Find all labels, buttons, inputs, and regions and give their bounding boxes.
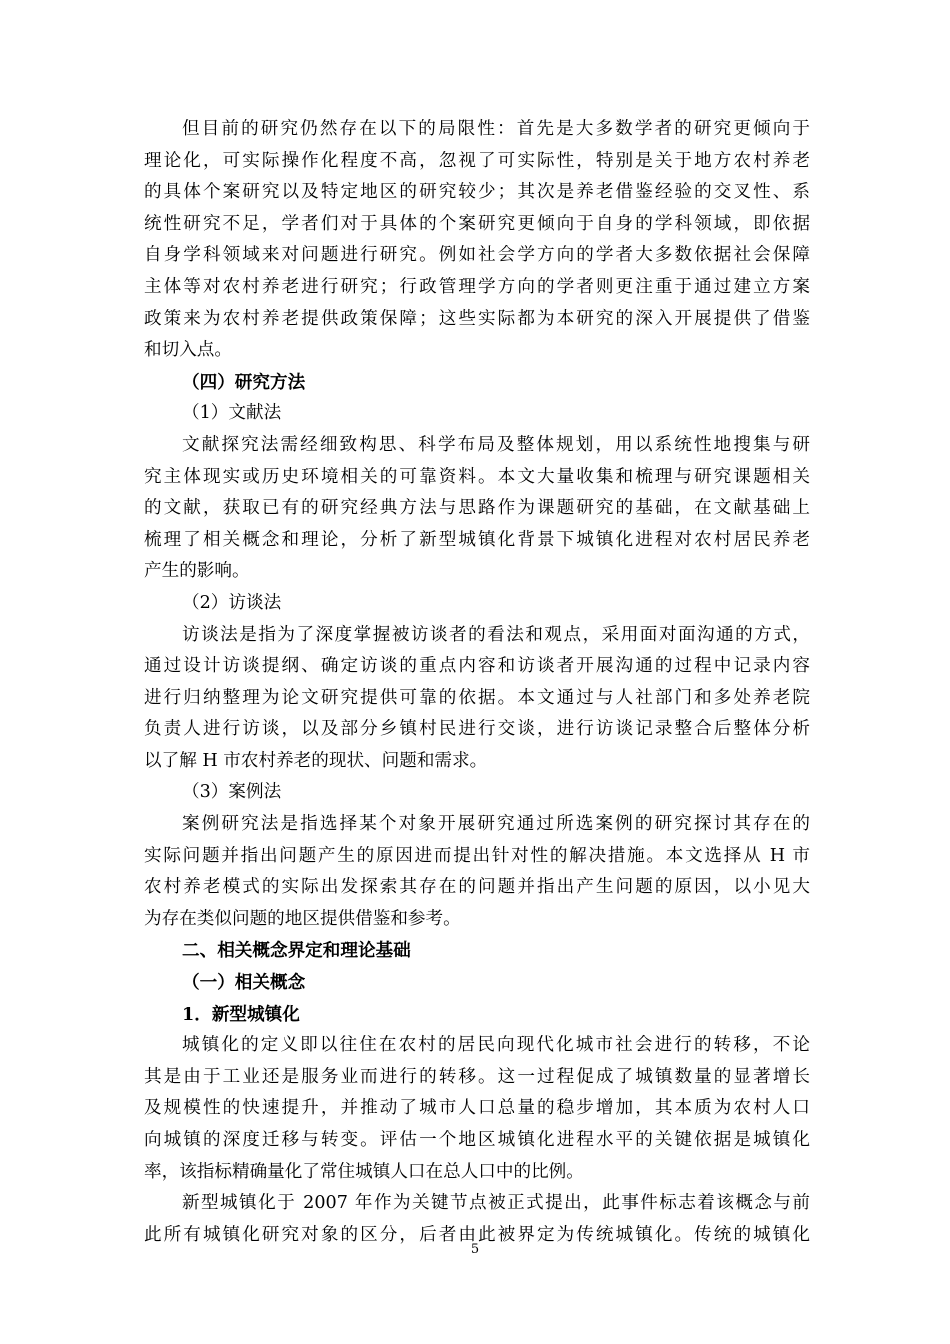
text-line: 政策来为农村养老提供政策保障；这些实际都为本研究的深入开展提供了借鉴 [144,308,810,329]
text-line: 进行归纳整理为论文研究提供可靠的依据。本文通过与人社部门和多处养老院 [144,687,810,708]
text-line: 新型城镇化于 2007 年作为关键节点被正式提出，此事件标志着该概念与前 [182,1193,810,1214]
text-line: 向城镇的深度迁移与转变。评估一个地区城镇化进程水平的关键依据是城镇化 [144,1130,810,1150]
section-heading: 二、相关概念界定和理论基础 [182,940,411,962]
text-line: （3）案例法 [182,782,282,803]
text-line: 统性研究不足，学者们对于具体的个案研究更倾向于自身的学科领域，即依据 [144,213,810,234]
text-line: 理论化，可实际操作化程度不高，忽视了可实际性，特别是关于地方农村养老 [144,150,810,171]
text-line: 其是由于工业还是服务业而进行的转移。这一过程促成了城镇数量的显著增长 [144,1066,810,1087]
page-body [144,114,810,1251]
text-line: 和切入点。 [144,340,232,361]
text-line: 实际问题并指出问题产生的原因进而提出针对性的解决措施。本文选择从 H 市 [144,845,810,866]
text-line: （2）访谈法 [182,592,282,613]
text-line: 率，该指标精确量化了常住城镇人口在总人口中的比例。 [144,1161,584,1182]
text-line: 农村养老模式的实际出发探索其存在的问题并指出产生问题的原因，以小见大 [144,877,810,898]
text-line: 访谈法是指为了深度掌握被访谈者的看法和观点，采用面对面沟通的方式， [182,624,810,645]
text-line: 负责人进行访谈，以及部分乡镇村民进行交谈，进行访谈记录整合后整体分析 [144,719,810,740]
section-heading: （四）研究方法 [182,371,306,393]
text-line: 主体等对农村养老进行研究；行政管理学方向的学者则更注重于通过建立方案 [144,276,810,297]
text-line: 的文献，获取已有的研究经典方法与思路作为课题研究的基础，在文献基础上 [144,498,810,519]
section-heading: （一）相关概念 [182,972,306,994]
text-line: 及规模性的快速提升，并推动了城市人口总量的稳步增加，其本质为农村人口 [144,1098,810,1119]
text-line: 文献探究法需经细致构思、科学布局及整体规划，用以系统性地搜集与研 [182,434,810,455]
text-line: 为存在类似问题的地区提供借鉴和参考。 [144,908,461,929]
text-line: 但目前的研究仍然存在以下的局限性：首先是大多数学者的研究更倾向于 [182,119,810,139]
text-line: 梳理了相关概念和理论，分析了新型城镇化背景下城镇化进程对农村居民养老 [144,529,810,550]
text-line: 通过设计访谈提纲、确定访谈的重点内容和访谈者开展沟通的过程中记录内容 [144,656,810,677]
text-line: 此所有城镇化研究对象的区分，后者由此被界定为传统城镇化。传统的城镇化 [144,1224,810,1245]
page-number: 5 [470,1242,480,1257]
text-line: 以了解 H 市农村养老的现状、问题和需求。 [144,750,488,771]
text-line: 产生的影响。 [144,561,250,582]
text-line: 城镇化的定义即以往住在农村的居民向现代化城市社会进行的转移，不论 [182,1035,810,1056]
text-line: 的具体个案研究以及特定地区的研究较少；其次是养老借鉴经验的交叉性、系 [144,182,810,203]
section-heading: 1．新型城镇化 [182,1003,300,1025]
text-line: 自身学科领域来对问题进行研究。例如社会学方向的学者大多数依据社会保障 [144,245,810,266]
text-line: 案例研究法是指选择某个对象开展研究通过所选案例的研究探讨其存在的 [182,814,810,835]
text-line: （1）文献法 [182,403,282,424]
text-line: 究主体现实或历史环境相关的可靠资料。本文大量收集和梳理与研究课题相关 [144,466,810,487]
